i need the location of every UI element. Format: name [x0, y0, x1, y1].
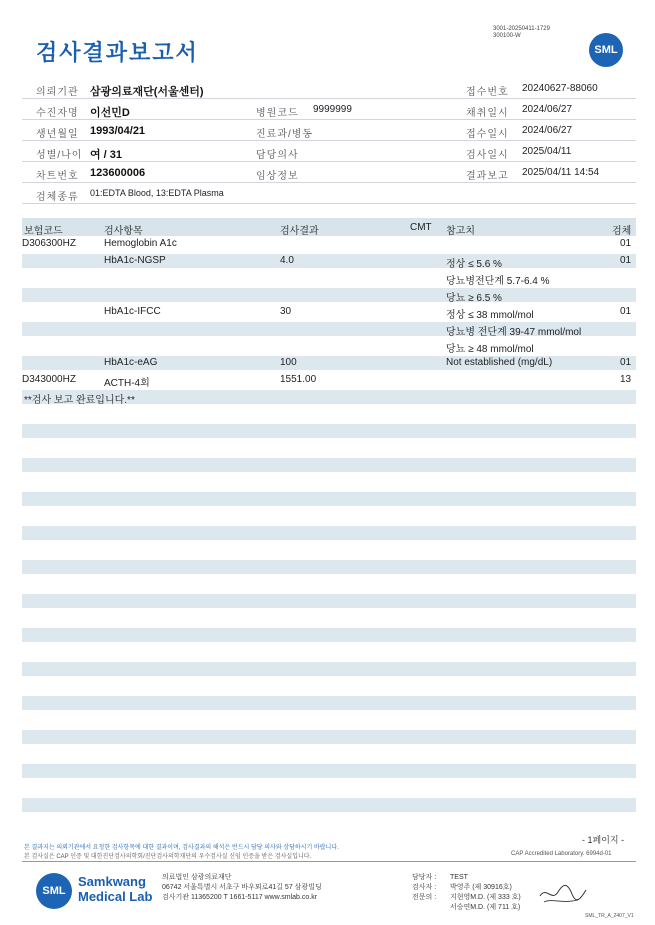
- empty-row: [22, 458, 636, 472]
- header-specimen: 검체: [612, 226, 632, 237]
- cell-code: D306300HZ: [22, 238, 76, 249]
- header-item: 검사항목: [104, 226, 143, 237]
- cell-specimen: 01: [620, 306, 632, 317]
- doc-id-1: 3001-20250411-1729: [493, 26, 550, 32]
- org-contact: 검사기관 11365200 T 1661-5117 www.smlab.co.kr: [162, 894, 318, 901]
- document-ids: [493, 26, 550, 40]
- org-info: [162, 873, 322, 903]
- specimen-value: 01:EDTA Blood, 13:EDTA Plasma: [90, 188, 224, 198]
- receipt-date-label: 접수일시: [466, 129, 509, 140]
- org-address: 06742 서울특별시 서초구 바우뫼로41길 57 삼광빌딩: [162, 884, 322, 891]
- report-complete-note: **검사 보고 완료입니다.**: [24, 395, 135, 406]
- empty-row: [22, 730, 636, 744]
- cell-specimen: 01: [620, 238, 632, 249]
- institution-label: 의뢰기관: [36, 87, 79, 98]
- empty-row: [22, 560, 636, 574]
- receipt-no-value: 20240627-88060: [522, 83, 598, 94]
- patient-value: 이선민D: [90, 107, 130, 119]
- report-title: 검사결과보고서: [36, 40, 199, 65]
- table-row: [22, 373, 636, 387]
- empty-row: [22, 424, 636, 438]
- cell-specimen: 13: [620, 374, 632, 385]
- footer-sml-logo: SML: [36, 873, 72, 909]
- header-result: 검사결과: [280, 226, 319, 237]
- table-row: [22, 390, 636, 404]
- cell-ref: 당뇨 ≥ 6.5 %: [446, 293, 502, 304]
- cell-code: D343000HZ: [22, 374, 76, 385]
- report-date-value: 2025/04/11 14:54: [522, 167, 600, 178]
- cell-specimen: 01: [620, 255, 632, 266]
- collect-date-label: 채취일시: [466, 108, 509, 119]
- cell-specimen: 01: [620, 357, 632, 368]
- table-row: [22, 254, 636, 268]
- table-row: [22, 356, 636, 370]
- cell-ref: Not established (mg/dL): [446, 357, 553, 368]
- page-number: - 1페이지 -: [582, 835, 625, 845]
- table-row: [22, 237, 636, 251]
- staff-label-2: 검사자 :: [412, 884, 437, 891]
- specimen-label: 검체종류: [36, 192, 79, 203]
- info-row-sex: [22, 141, 636, 162]
- cell-result: 1551.00: [280, 374, 317, 385]
- empty-row: [22, 798, 636, 812]
- table-row: [22, 288, 636, 302]
- notice-line-1: 본 결과지는 의뢰기관에서 요청한 검사항목에 대한 결과이며, 검사결과의 해석은 반드시 담당 의사와 상담하시기 바랍니다.: [24, 845, 339, 851]
- hospital-code-label: 병원코드: [256, 108, 299, 119]
- table-row: [22, 305, 636, 319]
- staff-2: 박영주 (제 30916호): [450, 884, 512, 891]
- dept-label: 진료과/병동: [256, 129, 314, 140]
- info-row-patient: [22, 99, 636, 120]
- cell-result: 4.0: [280, 255, 294, 266]
- receipt-no-label: 접수번호: [466, 87, 509, 98]
- cell-item: HbA1c-eAG: [104, 357, 158, 368]
- brand-line-2: Medical Lab: [78, 889, 153, 904]
- cell-item: ACTH-4회: [104, 378, 150, 389]
- cell-ref: 정상 ≤ 5.6 %: [446, 259, 502, 270]
- test-date-value: 2025/04/11: [522, 146, 572, 157]
- receipt-date-value: 2024/06/27: [522, 125, 573, 136]
- table-row: [22, 339, 636, 353]
- hospital-code-value: 9999999: [313, 104, 352, 115]
- cell-result: 30: [280, 306, 292, 317]
- staff-label-1: 담당자 :: [412, 874, 437, 881]
- staff-labels: [412, 873, 436, 903]
- empty-row: [22, 526, 636, 540]
- cell-ref: 정상 ≤ 38 mmol/mol: [446, 310, 534, 321]
- empty-row: [22, 628, 636, 642]
- header-cmt: CMT: [410, 222, 432, 233]
- header-ref: 참고치: [446, 226, 475, 237]
- cell-item: HbA1c-IFCC: [104, 306, 161, 317]
- birth-label: 생년월일: [36, 129, 79, 140]
- cell-item: HbA1c-NGSP: [104, 255, 166, 266]
- staff-label-3: 전문의 :: [412, 894, 437, 901]
- form-code: SML_TR_A_2407_V1: [585, 913, 634, 919]
- chart-label: 차트번호: [36, 171, 79, 182]
- table-row: [22, 322, 636, 336]
- info-row-birth: [22, 120, 636, 141]
- cap-accreditation: CAP Accredited Laboratory. 6994d-01: [511, 851, 612, 857]
- birth-value: 1993/04/21: [90, 125, 146, 137]
- sex-age-label: 성별/나이: [36, 150, 83, 161]
- info-row-chart: [22, 162, 636, 183]
- doctor-label: 담당의사: [256, 150, 299, 161]
- notice-line-2: 본 검사실은 CAP 인증 및 대한진단검사의학회/진단검사의학재단의 우수검사실 신임 인증을 받은 검사실입니다.: [24, 854, 312, 860]
- sex-age-value: 여 / 31: [90, 149, 123, 161]
- cell-ref: 당뇨병전단계 5.7-6.4 %: [446, 276, 550, 287]
- staff-3: 지현영M.D. (제 333 호): [450, 894, 521, 901]
- empty-row: [22, 764, 636, 778]
- report-date-label: 결과보고: [466, 171, 509, 182]
- table-row: [22, 271, 636, 285]
- cell-item: Hemoglobin A1c: [104, 238, 177, 249]
- sml-logo: SML: [589, 33, 623, 67]
- info-row-institution: [22, 78, 636, 99]
- staff-1: TEST: [450, 874, 468, 881]
- institution-value: 삼광의료재단(서울센터): [90, 86, 204, 98]
- brand-name: [78, 874, 152, 904]
- doc-id-2: 300100-W: [493, 33, 521, 39]
- cell-ref: 당뇨 ≥ 48 mmol/mol: [446, 344, 534, 355]
- signature-image: [538, 880, 588, 908]
- footer-divider: [22, 861, 636, 862]
- info-row-specimen: [22, 183, 636, 204]
- patient-label: 수진자명: [36, 108, 79, 119]
- clinical-label: 임상정보: [256, 171, 299, 182]
- empty-row: [22, 662, 636, 676]
- empty-row: [22, 696, 636, 710]
- collect-date-value: 2024/06/27: [522, 104, 573, 115]
- cell-result: 100: [280, 357, 297, 368]
- staff-4: 서승연M.D. (제 711 호): [450, 904, 521, 911]
- empty-row: [22, 492, 636, 506]
- results-header: [22, 218, 636, 236]
- cell-ref: 당뇨병 전단계 39-47 mmol/mol: [446, 327, 582, 338]
- org-name: 의료법인 삼광의료재단: [162, 874, 232, 881]
- test-date-label: 검사일시: [466, 150, 509, 161]
- header-code: 보험코드: [24, 226, 63, 237]
- brand-line-1: Samkwang: [78, 874, 146, 889]
- empty-row: [22, 594, 636, 608]
- chart-value: 123600006: [90, 167, 146, 179]
- staff-values: [450, 873, 521, 913]
